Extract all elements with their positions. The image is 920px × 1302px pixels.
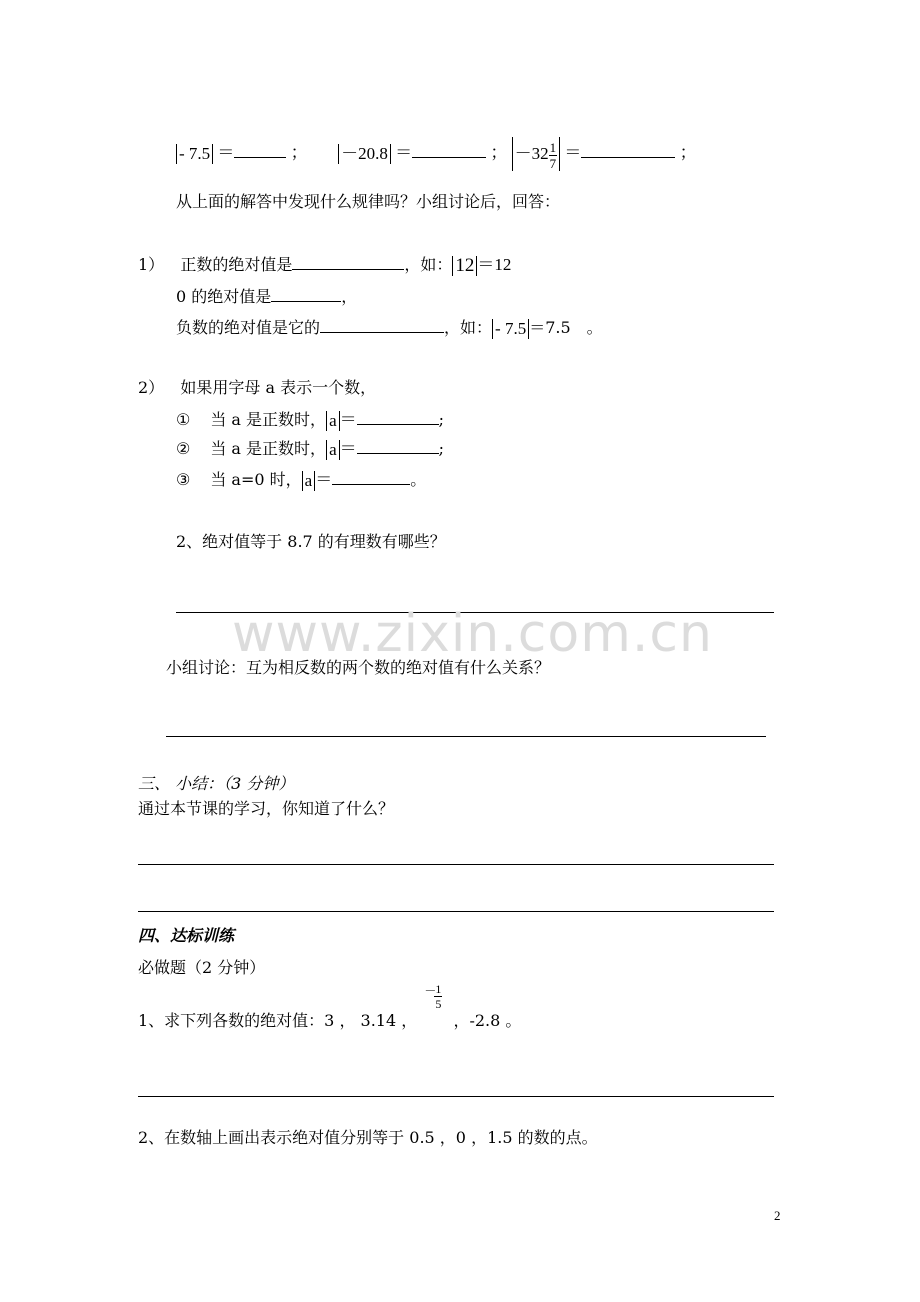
equals-sign: ＝: [564, 143, 582, 162]
q1-number: 1）: [138, 255, 165, 274]
abs-a: a: [302, 471, 316, 491]
answer-blank[interactable]: [412, 141, 486, 158]
abs-a: a: [326, 411, 340, 431]
watermark: www.zixin.com.cn: [232, 604, 713, 664]
abs-twelve: 12: [452, 256, 477, 276]
q2-item-1: ① 当 a 是正数时， a ＝ ;: [176, 410, 444, 430]
answer-blank[interactable]: [357, 408, 439, 425]
equals-sign: ＝: [395, 143, 413, 162]
q2-item-2: ② 当 a 是正数时， a ＝ ;: [176, 439, 444, 459]
q2-intro: 2） 如果用字母 a 表示一个数，: [138, 378, 377, 397]
abs-a: a: [326, 440, 340, 460]
training-heading: 四、达标训练: [138, 926, 235, 945]
answer-blank[interactable]: [271, 285, 341, 302]
abs-expression-row: [176, 134, 697, 172]
page-number: 2: [774, 1208, 781, 1223]
training-subheading: 必做题（2 分钟）: [138, 958, 266, 977]
q1-line-a: 1） 正数的绝对值是 ，如： 12 ＝12: [138, 254, 512, 276]
separator: ；: [679, 143, 697, 162]
answer-line[interactable]: [138, 864, 774, 865]
summary-heading: 三、 小结：（3 分钟）: [138, 774, 295, 793]
discussion-question: 小组讨论：互为相反数的两个数的绝对值有什么关系？: [166, 658, 551, 677]
separator: ；: [290, 143, 308, 162]
answer-blank[interactable]: [292, 253, 404, 270]
fraction-neg-one-fifth: － $\frac{1}{5}$: [424, 982, 442, 1011]
separator: ；: [490, 143, 508, 162]
summary-prompt: 通过本节课的学习，你知道了什么？: [138, 799, 395, 818]
training-question-2: 2、在数轴上画出表示绝对值分别等于 0.5 ，0 ，1.5 的数的点。: [138, 1128, 598, 1147]
answer-blank[interactable]: [581, 141, 675, 158]
abs-neg-seven-five: - 7.5: [492, 319, 529, 339]
question-abs-8-7: 2、绝对值等于 8.7 的有理数有哪些？: [176, 532, 446, 551]
answer-blank[interactable]: [234, 141, 286, 158]
intro-text: 从上面的解答中发现什么规律吗？小组讨论后，回答：: [176, 192, 561, 211]
equals-sign: ＝: [217, 143, 235, 162]
q1-line-b: 0 的绝对值是 ，: [176, 287, 358, 306]
answer-line[interactable]: [138, 1096, 774, 1097]
abs-expr-3: －32 $\frac{1}{7}$: [512, 137, 561, 171]
fraction-one-seventh: $\frac{1}{7}$: [549, 139, 557, 171]
answer-blank[interactable]: [332, 468, 410, 485]
answer-line[interactable]: [138, 911, 774, 912]
q2-item-3: ③ 当 a=0 时， a ＝ 。: [176, 470, 427, 490]
training-question-1: 1、求下列各数的绝对值：3 ， 3.14 ， － $\frac{1}{5}$ ，-2.8 。: [138, 982, 522, 1030]
abs-expr-1: - 7.5: [176, 144, 213, 164]
answer-blank[interactable]: [357, 437, 439, 454]
answer-blank[interactable]: [320, 316, 444, 333]
abs-expr-2: －20.8: [338, 144, 391, 164]
q1-line-c: 负数的绝对值是它的 ，如： - 7.5 ＝7.5 。: [176, 318, 603, 338]
answer-line[interactable]: [166, 736, 766, 737]
